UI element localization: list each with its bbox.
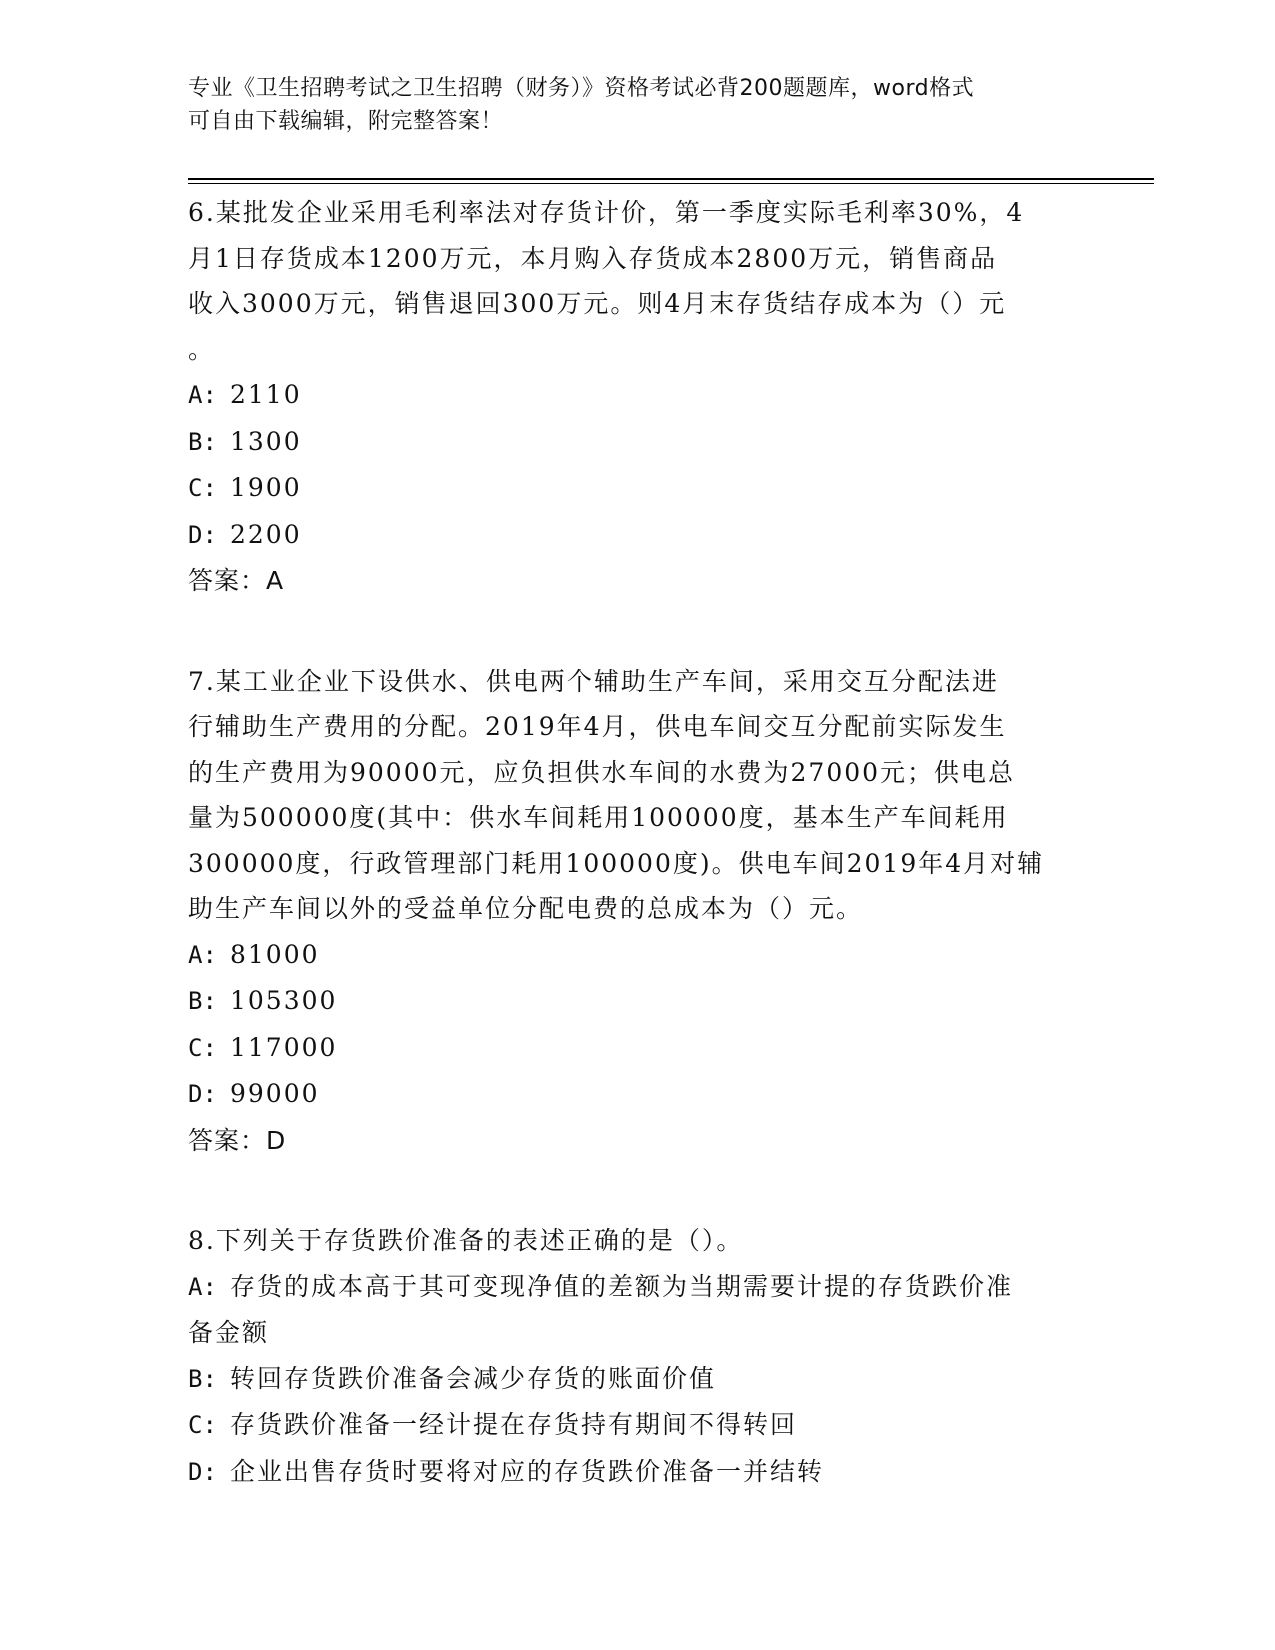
option-letter: B:: [188, 1364, 217, 1393]
question-7-stem-line-3: 的生产费用为90000元，应负担供水车间的水费为27000元；供电总: [188, 757, 1016, 787]
question-6-option-d: [188, 512, 1088, 559]
question-6-answer: 答案：A: [188, 566, 285, 595]
option-text: 转回存货跌价准备会减少存货的账面价值: [230, 1363, 717, 1393]
option-text: 117000: [230, 1032, 338, 1062]
question-7-option-a: [188, 932, 1088, 979]
question-7-stem-line-5: 300000度，行政管理部门耗用100000度)。供电车间2019年4月对辅: [188, 848, 1045, 878]
question-8: [188, 1218, 1088, 1495]
question-8-option-a: [188, 1264, 1088, 1311]
question-8-option-b: [188, 1356, 1088, 1403]
option-text: 105300: [230, 986, 338, 1015]
question-7-stem-line-4: 量为500000度(其中：供水车间耗用100000度，基本生产车间耗用: [188, 803, 1009, 832]
question-7-stem-line-1: 7.某工业企业下设供水、供电两个辅助生产车间，采用交互分配法进: [188, 666, 999, 696]
question-7-option-c: [188, 1025, 1088, 1072]
option-text: 1300: [230, 426, 302, 456]
option-text: 2110: [230, 380, 302, 409]
question-6-option-a: [188, 372, 1088, 419]
question-7-option-d: [188, 1071, 1088, 1118]
question-8-option-c: [188, 1402, 1088, 1449]
option-letter: A:: [188, 381, 217, 409]
question-7-option-b: [188, 978, 1088, 1025]
option-letter: D:: [188, 520, 217, 549]
header-divider-thick: [188, 178, 1154, 180]
question-7-stem-line-2: 行辅助生产费用的分配。2019年4月，供电车间交互分配前实际发生: [188, 712, 1007, 741]
question-8-option-d: [188, 1449, 1088, 1496]
option-letter: C:: [188, 474, 217, 502]
question-8-stem-line-1: 8.下列关于存货跌价准备的表述正确的是（）。: [188, 1226, 744, 1255]
option-text: 2200: [230, 519, 302, 549]
header-line-2: 可自由下载编辑，附完整答案！: [188, 109, 504, 134]
question-6: [188, 190, 1088, 604]
option-letter: C:: [188, 1411, 217, 1439]
question-list: [188, 190, 1088, 1550]
option-text: 81000: [230, 939, 320, 969]
question-7-answer: 答案：D: [188, 1125, 287, 1155]
question-6-stem-line-2: 月1日存货成本1200万元，本月购入存货成本2800万元，销售商品: [188, 243, 998, 273]
option-letter: D:: [188, 1080, 217, 1108]
header-line-1: 专业《卫生招聘考试之卫生招聘（财务）》资格考试必背200题题库，word格式: [188, 76, 975, 101]
option-letter: A:: [188, 940, 217, 969]
option-letter: B:: [188, 427, 217, 456]
option-letter: B:: [188, 987, 217, 1015]
option-letter: D:: [188, 1457, 217, 1486]
question-6-stem-line-1: 6.某批发企业采用毛利率法对存货计价，第一季度实际毛利率30%，4: [188, 198, 1025, 227]
option-text: 存货跌价准备一经计提在存货持有期间不得转回: [230, 1410, 798, 1439]
option-text: 企业出售存货时要将对应的存货跌价准备一并结转: [230, 1456, 825, 1486]
question-7-stem-line-6: 助生产车间以外的受益单位分配电费的总成本为（）元。: [188, 894, 864, 923]
option-text: 存货的成本高于其可变现净值的差额为当期需要计提的存货跌价准: [230, 1271, 1014, 1301]
question-6-stem-line-4: 。: [188, 334, 216, 364]
option-letter: C:: [188, 1033, 217, 1062]
question-6-option-b: [188, 419, 1088, 466]
option-text: 1900: [230, 473, 302, 502]
option-text: 99000: [230, 1079, 320, 1108]
option-letter: A:: [188, 1272, 217, 1301]
question-6-stem-line-3: 收入3000万元，销售退回300万元。则4月末存货结存成本为（）元: [188, 289, 1007, 318]
question-8-option-a-continuation: 备金额: [188, 1318, 270, 1347]
header-divider-thin: [188, 183, 1154, 184]
question-7: [188, 659, 1088, 1164]
question-6-option-c: [188, 465, 1088, 512]
document-header: [188, 72, 1068, 138]
